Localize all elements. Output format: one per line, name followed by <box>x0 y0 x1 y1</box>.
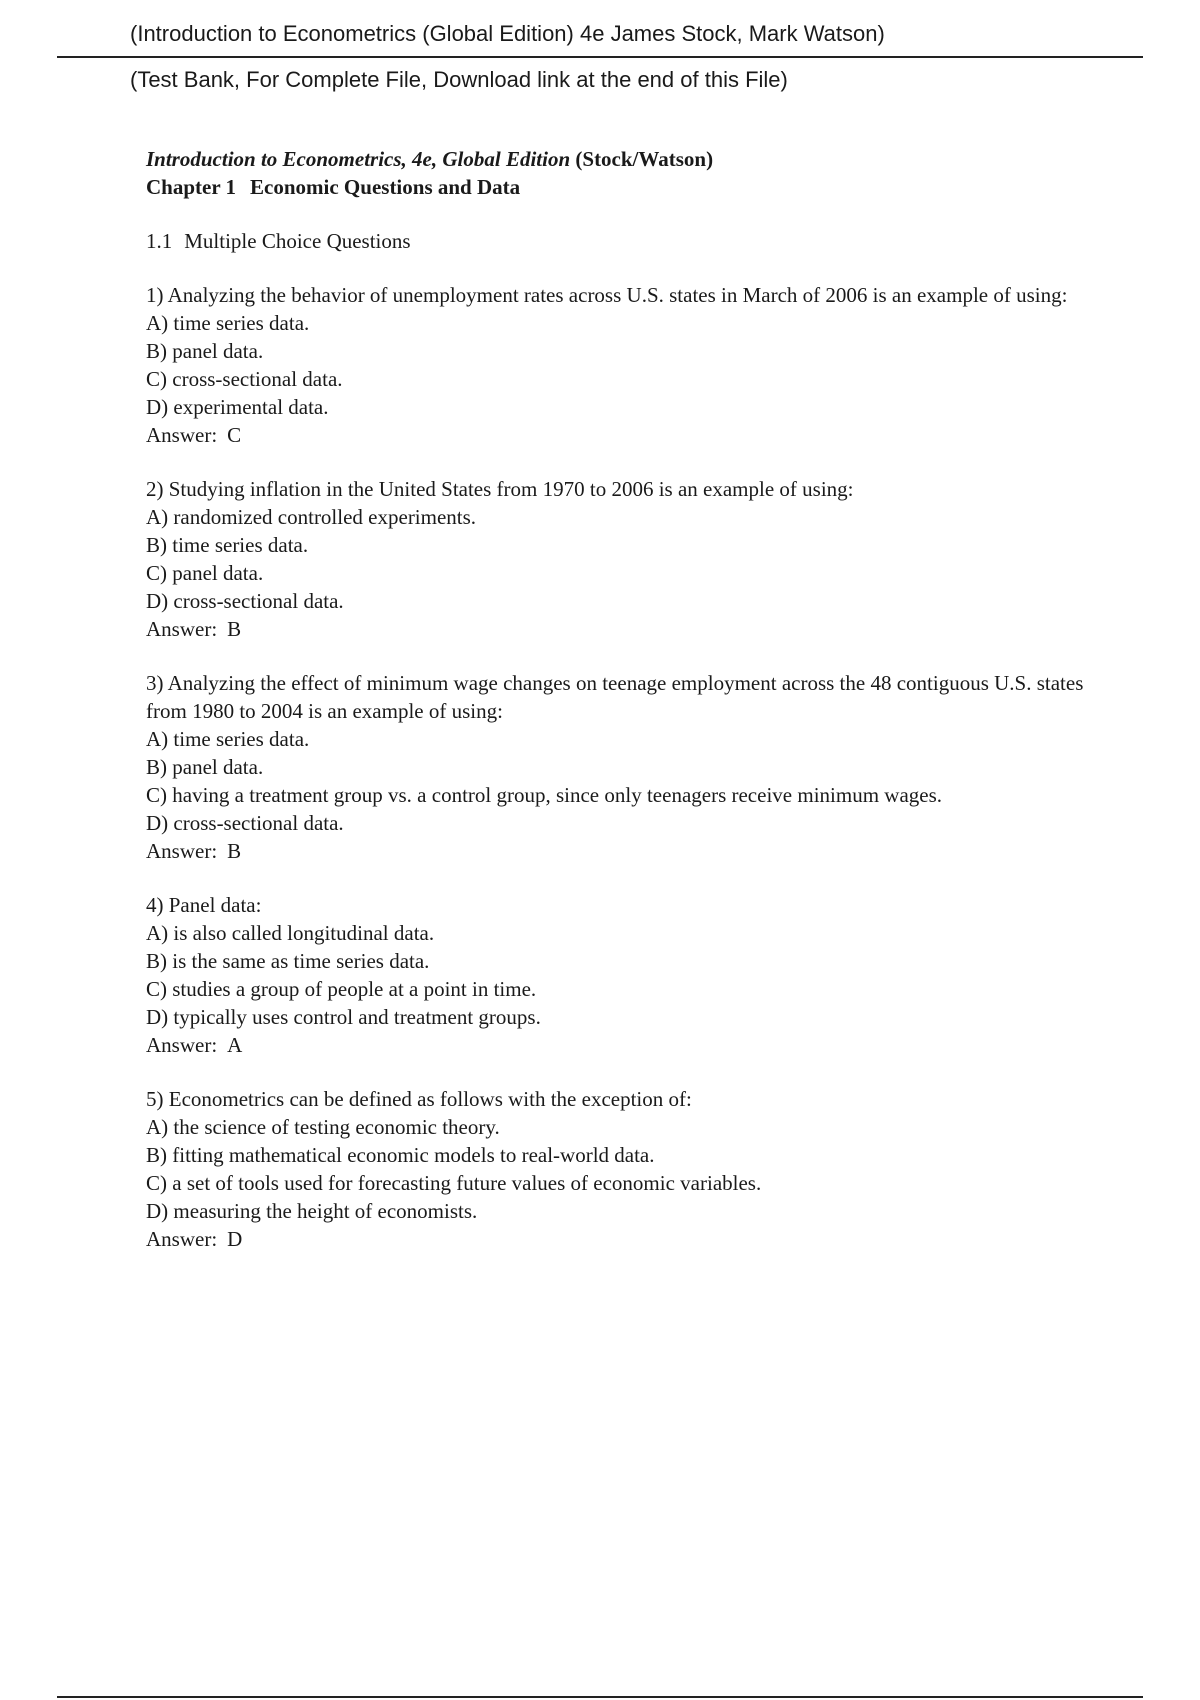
answer-label: Answer: <box>146 423 218 447</box>
chapter-label: Chapter 1 <box>146 175 237 199</box>
question-stem: 3) Analyzing the effect of minimum wage changes on teenage employment across the 48 contiguous U.S. states from 1980 to 2004 is an example of using: <box>146 671 1084 723</box>
answer-label: Answer: <box>146 839 218 863</box>
option-d: D) measuring the height of economists. <box>146 1199 478 1223</box>
header-divider <box>57 56 1143 58</box>
question-3 <box>146 669 1106 865</box>
answer-value: B <box>227 839 242 863</box>
answer-label: Answer: <box>146 617 218 641</box>
answer-label: Answer: <box>146 1033 218 1057</box>
answer-line <box>146 421 1106 449</box>
question-stem: 2) Studying inflation in the United States from 1970 to 2006 is an example of using: <box>146 477 854 501</box>
chapter-name: Economic Questions and Data <box>250 175 521 199</box>
question-5 <box>146 1085 1106 1253</box>
option-d: D) cross-sectional data. <box>146 589 344 613</box>
option-c: C) cross-sectional data. <box>146 367 343 391</box>
question-stem: 1) Analyzing the behavior of unemployment rates across U.S. states in March of 2006 is an example of using: <box>146 283 1068 307</box>
question-1 <box>146 281 1106 449</box>
option-d: D) experimental data. <box>146 395 329 419</box>
answer-value: B <box>227 617 242 641</box>
question-4 <box>146 891 1106 1059</box>
option-a: A) the science of testing economic theory. <box>146 1115 500 1139</box>
book-title-italic: Introduction to Econometrics, 4e, Global Edition <box>146 147 571 171</box>
question-stem: 5) Econometrics can be defined as follows with the exception of: <box>146 1087 692 1111</box>
book-title <box>146 145 1106 173</box>
header-subtitle: (Test Bank, For Complete File, Download link at the end of this File) <box>130 67 788 92</box>
option-b: B) panel data. <box>146 755 264 779</box>
question-2 <box>146 475 1106 643</box>
option-a: A) time series data. <box>146 727 310 751</box>
option-a: A) time series data. <box>146 311 310 335</box>
section-number: 1.1 <box>146 229 173 253</box>
option-c: C) having a treatment group vs. a control group, since only teenagers receive minimum wages. <box>146 783 943 807</box>
option-c: C) studies a group of people at a point in time. <box>146 977 537 1001</box>
document-body <box>146 145 1106 1253</box>
section-name: Multiple Choice Questions <box>184 229 411 253</box>
book-title-authors: (Stock/Watson) <box>575 147 714 171</box>
answer-line <box>146 1225 1106 1253</box>
option-a: A) is also called longitudinal data. <box>146 921 435 945</box>
option-b: B) fitting mathematical economic models to real-world data. <box>146 1143 655 1167</box>
answer-line <box>146 615 1106 643</box>
chapter-title <box>146 173 1106 201</box>
answer-label: Answer: <box>146 1227 218 1251</box>
answer-line <box>146 1031 1106 1059</box>
section-heading <box>146 227 1106 255</box>
option-d: D) typically uses control and treatment groups. <box>146 1005 541 1029</box>
question-stem: 4) Panel data: <box>146 893 262 917</box>
option-a: A) randomized controlled experiments. <box>146 505 477 529</box>
option-c: C) panel data. <box>146 561 264 585</box>
footer-divider <box>57 1696 1143 1698</box>
option-b: B) panel data. <box>146 339 264 363</box>
option-b: B) is the same as time series data. <box>146 949 430 973</box>
answer-value: A <box>227 1033 243 1057</box>
answer-value: D <box>227 1227 243 1251</box>
header-title: (Introduction to Econometrics (Global Edition) 4e James Stock, Mark Watson) <box>130 21 885 46</box>
answer-value: C <box>227 423 242 447</box>
option-b: B) time series data. <box>146 533 309 557</box>
option-d: D) cross-sectional data. <box>146 811 344 835</box>
option-c: C) a set of tools used for forecasting future values of economic variables. <box>146 1171 762 1195</box>
answer-line <box>146 837 1106 865</box>
